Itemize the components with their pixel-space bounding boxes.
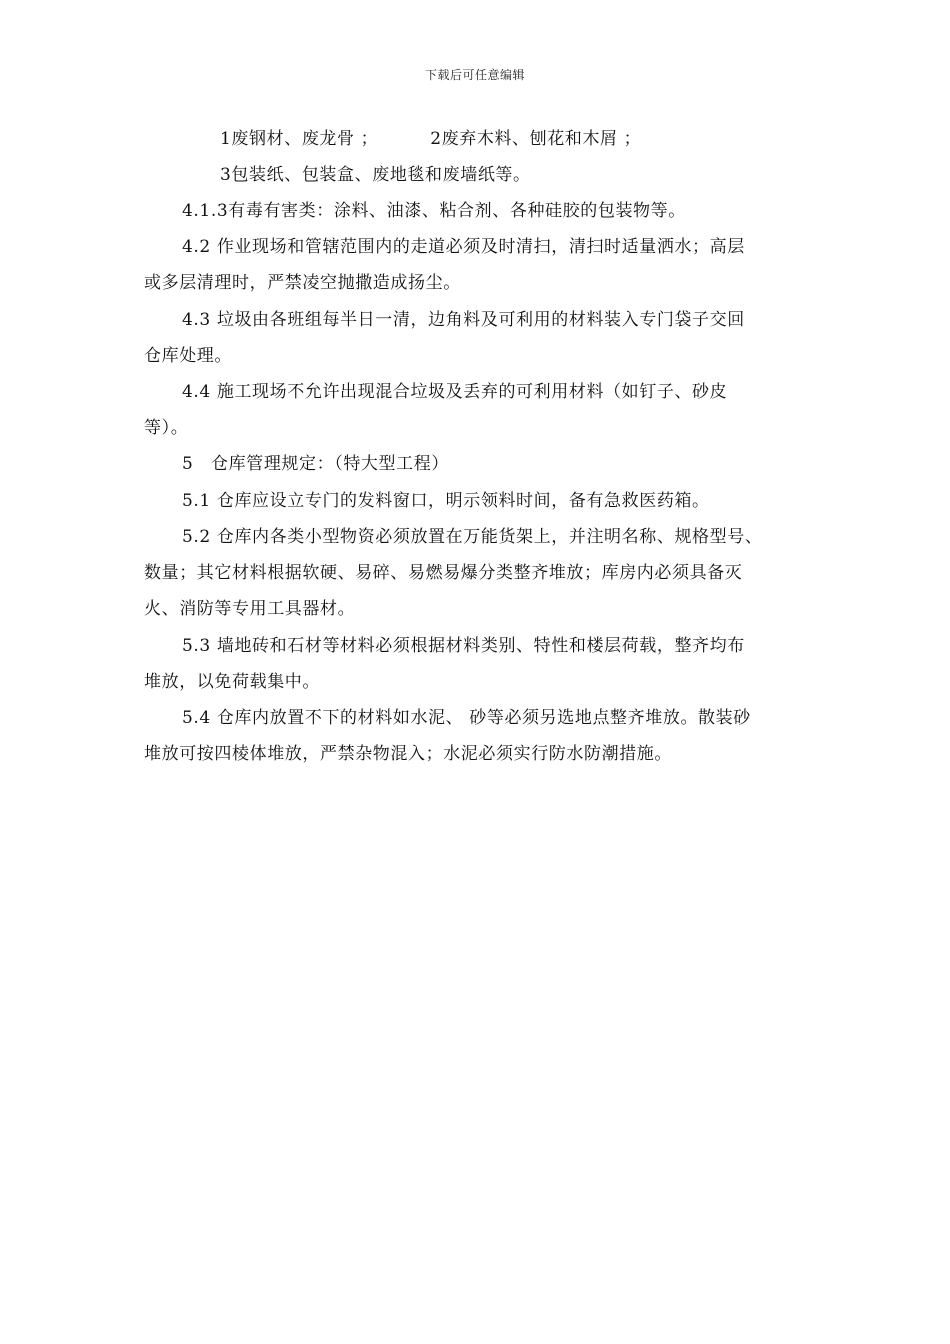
list-line-waste-items [220, 127, 641, 151]
waste-steel-item: 1废钢材、废龙骨 ； [220, 129, 379, 149]
section-5-heading: 5 仓库管理规定：（特大型工程） [182, 454, 449, 474]
paragraph-5-2-line-1: 5.2 仓库内各类小型物资必须放置在万能货架上，并注明名称、规格型号、 [182, 527, 763, 547]
waste-packaging-item: 3包装纸、包装盒、废地毯和废墙纸等。 [220, 165, 531, 185]
paragraph-5-4-line-1: 5.4 仓库内放置不下的材料如水泥、 砂等必须另选地点整齐堆放。散装砂 [182, 708, 751, 728]
paragraph-5-2-line-3: 火、消防等专用工具器材。 [144, 599, 356, 619]
paragraph-4-2-line-2: 或多层清理时，严禁凌空抛撒造成扬尘。 [144, 273, 461, 293]
paragraph-5-1: 5.1 仓库应设立专门的发料窗口，明示领料时间，备有急救医药箱。 [182, 491, 710, 511]
paragraph-4-3-line-1: 4.3 垃圾由各班组每半日一清，边角料及可利用的材料装入专门袋子交回 [182, 310, 745, 330]
page-header: 下载后可任意编辑 [424, 68, 525, 82]
paragraph-4-3-line-2: 仓库处理。 [144, 346, 232, 366]
paragraph-4-4-line-2: 等）。 [144, 418, 189, 438]
paragraph-5-4-line-2: 堆放可按四棱体堆放，严禁杂物混入；水泥必须实行防水防潮措施。 [144, 744, 672, 764]
paragraph-5-3-line-2: 堆放，以免荷载集中。 [144, 672, 320, 692]
paragraph-4-4-line-1: 4.4 施工现场不允许出现混合垃圾及丢弃的可利用材料（如钉子、砂皮 [182, 382, 728, 402]
paragraph-4-1-3: 4.1.3有毒有害类：涂料、油漆、粘合剂、各种硅胶的包装物等。 [182, 201, 686, 221]
paragraph-5-2-line-2: 数量；其它材料根据软硬、易碎、易燃易爆分类整齐堆放；库房内必须具备灭 [144, 563, 743, 583]
paragraph-5-3-line-1: 5.3 墙地砖和石材等材料必须根据材料类别、特性和楼层荷载，整齐均布 [182, 636, 745, 656]
paragraph-4-2-line-1: 4.2 作业现场和管辖范围内的走道必须及时清扫，清扫时适量洒水；高层 [182, 237, 745, 257]
waste-wood-item: 2废弃木料、刨花和木屑 ； [430, 129, 642, 149]
